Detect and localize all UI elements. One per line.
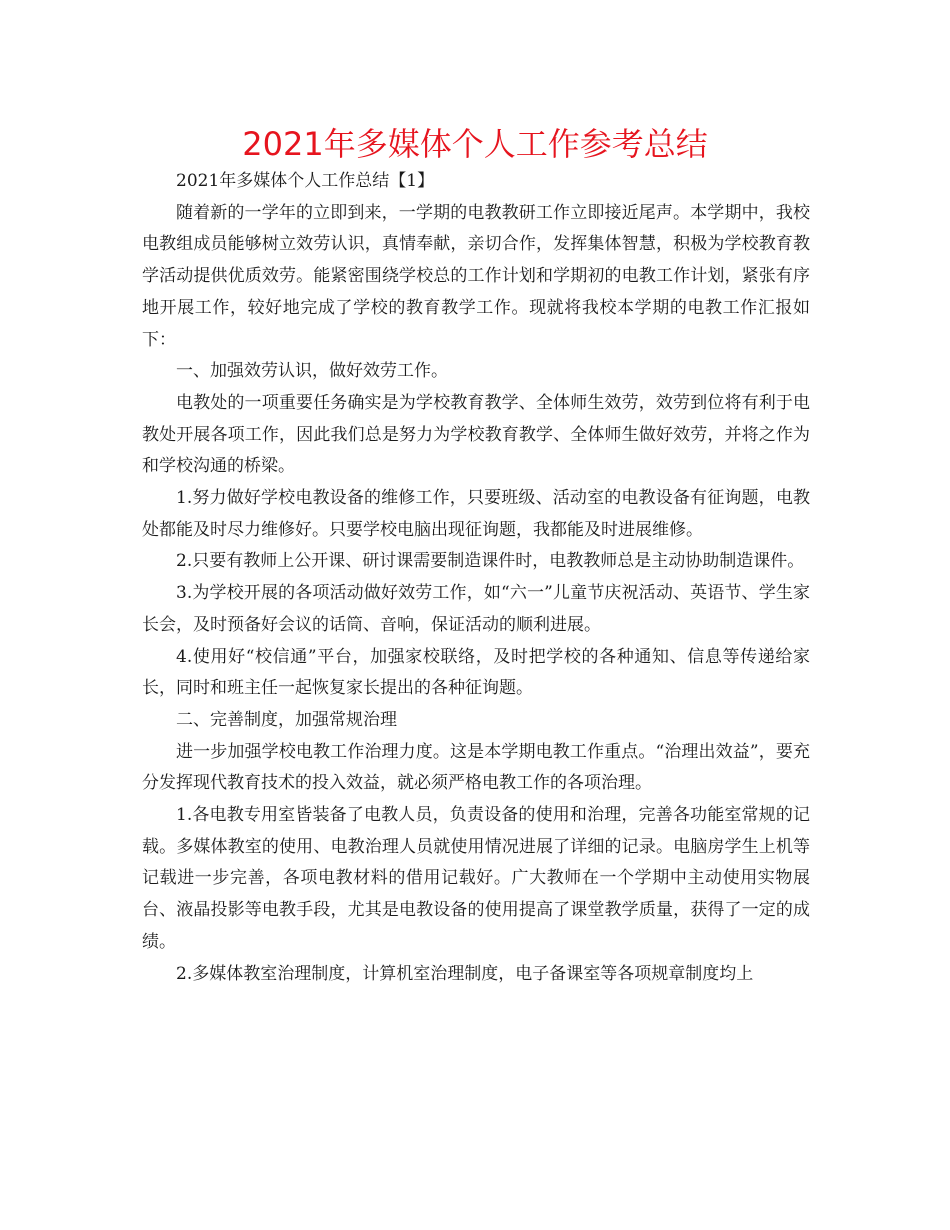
body-paragraph: 进一步加强学校电教工作治理力度。这是本学期电教工作重点。“治理出效益”，要充分发挥现代教育技术的投入效益，就必须严格电教工作的各项治理。	[142, 741, 810, 794]
subtitle-paragraph: 2021年多媒体个人工作总结【1】	[176, 171, 435, 191]
document-title: 2021年多媒体个人工作参考总结	[242, 125, 708, 163]
list-item: 2.多媒体教室治理制度，计算机室治理制度，电子备课室等各项规章制度均上	[176, 963, 754, 984]
section-heading: 一、加强效劳认识，做好效劳工作。	[176, 361, 448, 382]
list-item: 1.努力做好学校电教设备的维修工作，只要班级、活动室的电教设备有征询题，电教处都能及时尽力维修好。只要学校电脑出现征询题，我都能及时进展维修。	[142, 488, 810, 540]
body-paragraph: 随着新的一学年的立即到来，一学期的电教教研工作立即接近尾声。本学期中，我校电教组成员能够树立效劳认识，真情奉献，亲切合作，发挥集体智慧，积极为学校教育教学活动提供优质效劳。能紧密围绕学校总的工作计划和学期初的电教工作计划，紧张有序地开展工作，较好地完成了学校的教育教学工作。现就将我校本学期的电教工作汇报如下：	[142, 202, 810, 350]
body-paragraph: 电教处的一项重要任务确实是为学校教育教学、全体师生效劳，效劳到位将有利于电教处开展各项工作，因此我们总是努力为学校教育教学、全体师生做好效劳，并将之作为和学校沟通的桥梁。	[142, 392, 810, 477]
list-item: 2.只要有教师上公开课、研讨课需要制造课件时，电教教师总是主动协助制造课件。	[176, 551, 805, 572]
list-item: 3.为学校开展的各项活动做好效劳工作，如“六一”儿童节庆祝活动、英语节、学生家长会，及时预备好会议的话筒、音响，保证活动的顺利进展。	[142, 583, 810, 635]
document-body	[142, 166, 810, 990]
section-heading: 二、完善制度，加强常规治理	[176, 709, 397, 730]
list-item: 1.各电教专用室皆装备了电教人员，负责设备的使用和治理，完善各功能室常规的记载。多媒体教室的使用、电教治理人员就使用情况进展了详细的记录。电脑房学生上机等记载进一步完善，各项电教材料的借用记载好。广大教师在一个学期中主动使用实物展台、液晶投影等电教手段，尤其是电教设备的使用提高了课堂教学质量，获得了一定的成绩。	[142, 805, 810, 952]
list-item: 4.使用好“校信通”平台，加强家校联络，及时把学校的各种通知、信息等传递给家长，同时和班主任一起恢复家长提出的各种征询题。	[142, 646, 810, 699]
